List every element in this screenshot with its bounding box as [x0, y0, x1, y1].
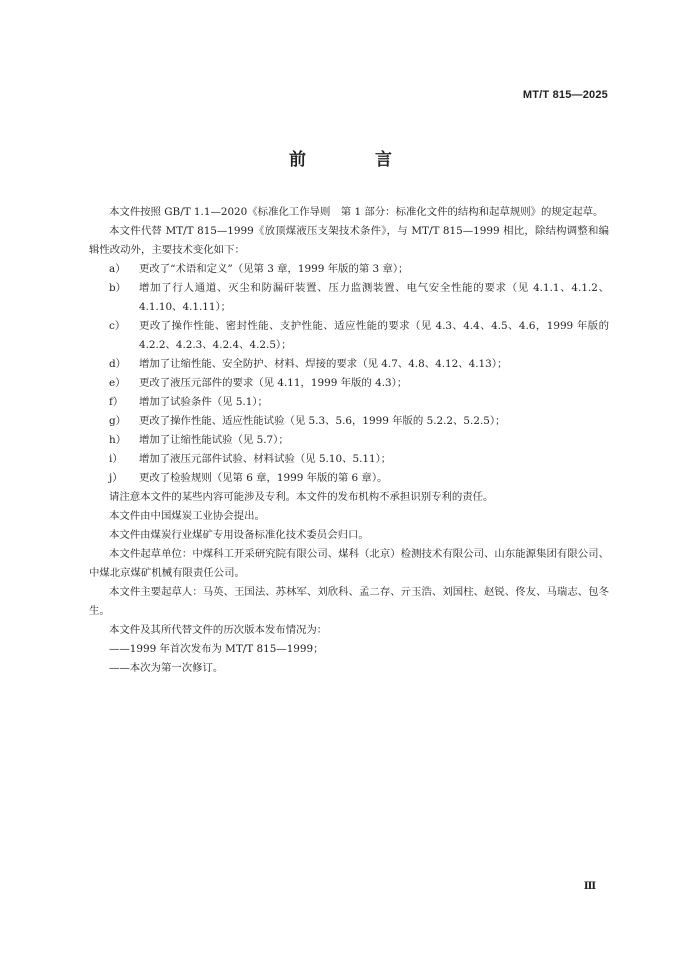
- paragraph-proposer: 本文件由中国煤炭工业协会提出。: [109, 510, 265, 522]
- paragraph-patent-notice: 请注意本文件的某些内容可能涉及专利。本文件的发布机构不承担识别专利的责任。: [109, 491, 494, 503]
- list-text: 增加了液压元部件试验、材料试验（见 5.10、5.11）；: [139, 453, 392, 465]
- list-item: [89, 374, 609, 393]
- paragraph-history-intro: 本文件及其所代替文件的历次版本发布情况为：: [109, 624, 328, 636]
- list-marker: c）: [109, 320, 126, 332]
- list-marker: h）: [109, 434, 127, 446]
- list-marker: j）: [109, 472, 123, 484]
- list-text: 增加了让缩性能试验（见 5.7）；: [139, 434, 289, 446]
- paragraph-drafters: 本文件主要起草人：马英、王国法、苏林军、刘欣科、孟二存、亓玉浩、刘国柱、赵锐、佟友、马瑞志、包冬生。: [89, 586, 609, 617]
- list-item: [89, 431, 609, 450]
- list-text: 更改了“术语和定义”（见第 3 章，1999 年版的第 3 章）；: [139, 263, 409, 275]
- standard-code: MT/T 815—2025: [522, 89, 608, 101]
- list-marker: i）: [109, 453, 123, 465]
- list-item: [89, 355, 609, 374]
- list-item: [89, 260, 609, 279]
- list-item: [89, 279, 609, 317]
- list-text: 更改了操作性能、密封性能、支护性能、适应性能的要求（见 4.3、4.4、4.5、4.6，1999 年版的 4.2.2、4.2.3、4.2.4、4.2.5）；: [139, 320, 609, 351]
- paragraph-drafting-units: 本文件起草单位：中煤科工开采研究院有限公司、煤科（北京）检测技术有限公司、山东能源集团有限公司、中煤北京煤矿机械有限责任公司。: [89, 548, 609, 579]
- list-marker: d）: [109, 358, 127, 370]
- list-item: [89, 412, 609, 431]
- paragraph-drafting-basis: 本文件按照 GB/T 1.1—2020《标准化工作导则 第 1 部分：标准化文件的结构和起草规则》的规定起草。: [109, 206, 604, 218]
- list-text: 增加了试验条件（见 5.1）；: [139, 396, 268, 408]
- list-marker: f）: [109, 396, 124, 408]
- page-title: 前 言: [289, 150, 418, 170]
- list-marker: g）: [109, 415, 127, 427]
- list-text: 增加了让缩性能、安全防护、材料、焊接的要求（见 4.7、4.8、4.12、4.13）；: [139, 358, 508, 370]
- list-marker: a）: [109, 263, 126, 275]
- history-line: ——1999 年首次发布为 MT/T 815—1999；: [109, 643, 324, 655]
- list-item: [89, 317, 609, 355]
- list-item: [89, 469, 609, 488]
- foreword-body: [89, 203, 609, 678]
- list-text: 更改了液压元部件的要求（见 4.11，1999 年版的 4.3）；: [139, 377, 408, 389]
- history-line: ——本次为第一次修订。: [109, 662, 224, 674]
- paragraph-replacement: 本文件代替 MT/T 815—1999《放顶煤液压支架技术条件》，与 MT/T 815—1999 相比，除结构调整和编辑性改动外，主要技术变化如下：: [89, 225, 609, 256]
- list-item: [89, 393, 609, 412]
- list-text: 增加了行人通道、灭尘和防漏矸装置、压力监测装置、电气安全性能的要求（见 4.1.1、4.1.2、4.1.10、4.1.11）；: [139, 282, 609, 313]
- list-marker: e）: [109, 377, 126, 389]
- paragraph-committee: 本文件由煤炭行业煤矿专用设备标准化技术委员会归口。: [109, 529, 369, 541]
- list-marker: b）: [109, 282, 127, 294]
- list-text: 更改了检验规则（见第 6 章，1999 年版的第 6 章）。: [139, 472, 388, 484]
- list-text: 更改了操作性能、适应性能试验（见 5.3、5.6，1999 年版的 5.2.2、5.2.5）；: [139, 415, 506, 427]
- list-item: [89, 450, 609, 469]
- page-number: Ⅲ: [583, 881, 596, 892]
